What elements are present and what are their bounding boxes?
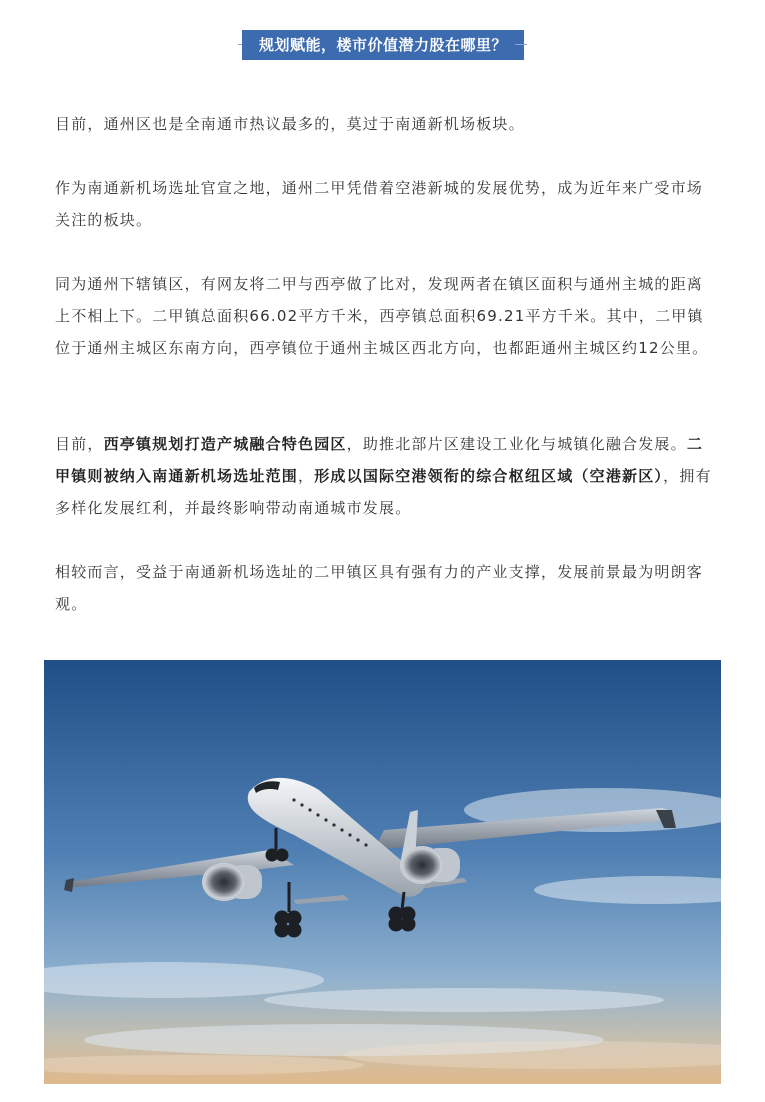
paragraph-2: 作为南通新机场选址官宣之地，通州二甲凭借着空港新城的发展优势，成为近年来广受市场关注的板块。 [55,179,704,229]
paragraph-5: 相较而言，受益于南通新机场选址的二甲镇区具有强有力的产业支撑，发展前景最为明朗客观。 [55,563,704,613]
paragraph-4-text: ，拥有多样化发展红利，并最终影响带动南通城市发展。 [55,467,712,517]
paragraph-4-highlight: 二甲镇则被纳入南通新机场选址范围 [55,435,704,485]
airplane-photo [44,660,721,1084]
paragraph-4-highlight: 西亭镇规划打造产城融合特色园区 [103,435,347,453]
paragraph-4-text: 目前， [55,435,104,453]
paragraph-4-highlight: 形成以国际空港领衔的综合枢纽区域（空港新区） [314,467,664,485]
paragraph-1: 目前，通州区也是全南通市热议最多的，莫过于南通新机场板块。 [55,115,525,133]
airplane-illustration [44,660,721,1084]
paragraph-4-text: ， [298,467,315,485]
section-title-badge: 规划赋能，楼市价值潜力股在哪里？ [242,30,524,60]
paragraph-3: 同为通州下辖镇区，有网友将二甲与西亭做了比对，发现两者在镇区面积与通州主城的距离上不相上下。二甲镇总面积66.02平方千米，西亭镇总面积69.21平方千米。其中，二甲镇位于通州主城区东南方向，西亭镇位于通州主城区西北方向，也都距通州主城区约12公里。 [55,275,709,357]
section-title [0,30,765,60]
paragraph-4 [55,428,715,524]
title-divider-right [515,44,527,45]
paragraph-4-text: ，助推北部片区建设工业化与城镇化融合发展。 [346,435,687,453]
